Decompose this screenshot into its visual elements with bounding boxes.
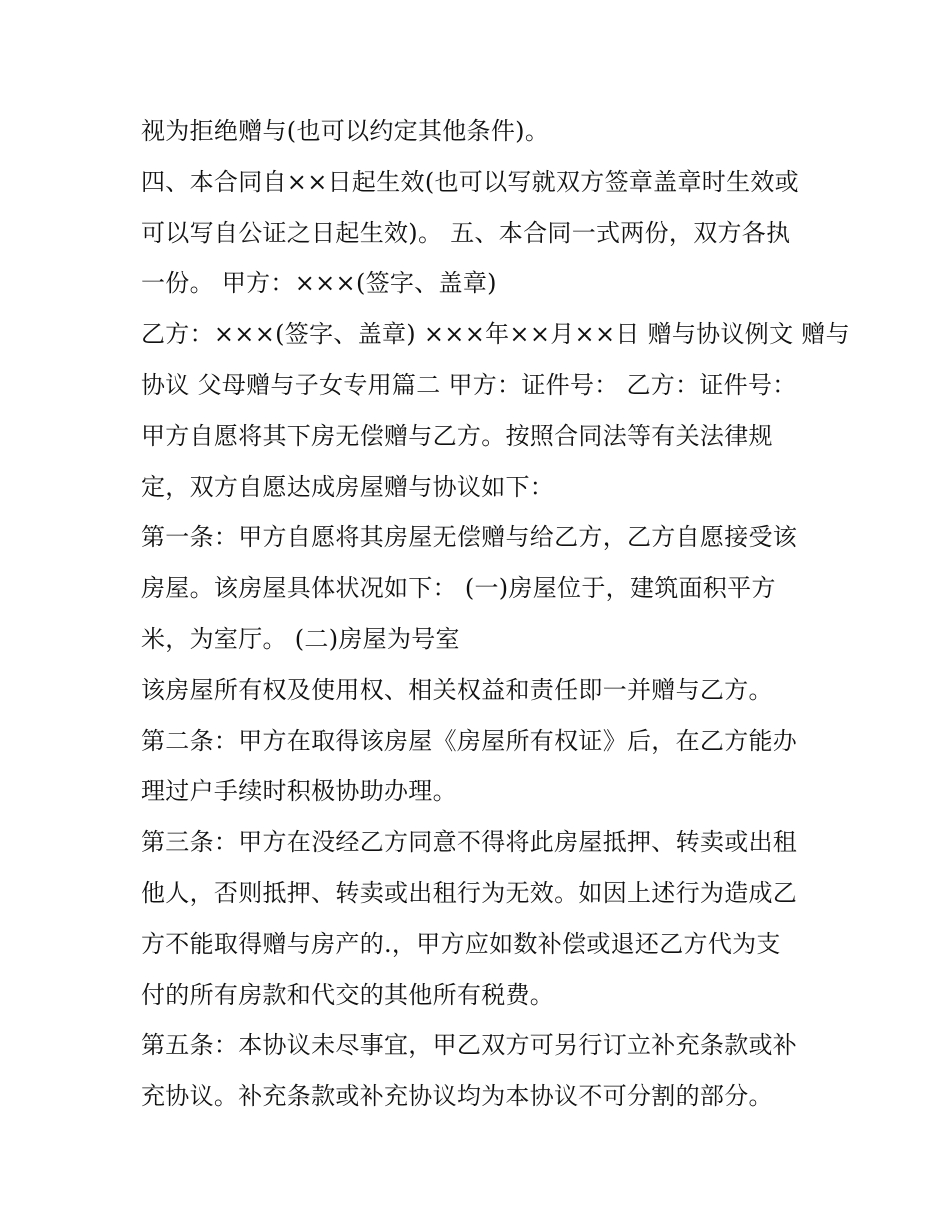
text-line: 该房屋所有权及使用权、相关权益和责任即一并赠与乙方。	[141, 675, 773, 704]
text-line: 充协议。补充条款或补充协议均为本协议不可分割的部分。	[141, 1082, 773, 1111]
text-line: 协议 父母赠与子女专用篇二 甲方：证件号： 乙方：证件号：	[141, 370, 797, 399]
text-line: 可以写自公证之日起生效)。 五、本合同一式两份，双方各执	[141, 218, 791, 247]
text-line: 一份。 甲方：×××(签字、盖章)	[141, 269, 497, 298]
text-line: 房屋。该房屋具体状况如下： (一)房屋位于，建筑面积平方	[141, 574, 776, 603]
text-line: 四、本合同自××日起生效(也可以写就双方签章盖章时生效或	[141, 167, 799, 196]
text-line: 他人，否则抵押、转卖或出租行为无效。如因上述行为造成乙	[141, 878, 798, 907]
text-line: 定，双方自愿达成房屋赠与协议如下：	[141, 472, 555, 501]
text-line: 第三条：甲方在没经乙方同意不得将此房屋抵押、转卖或出租	[141, 828, 798, 857]
text-line: 米，为室厅。 (二)房屋为号室	[141, 624, 460, 653]
text-line: 乙方：×××(签字、盖章) ×××年××月××日 赠与协议例文 赠与	[141, 320, 850, 349]
text-line: 甲方自愿将其下房无偿赠与乙方。按照合同法等有关法律规	[141, 421, 773, 450]
text-line: 第一条：甲方自愿将其房屋无偿赠与给乙方，乙方自愿接受该	[141, 523, 798, 552]
document-body	[141, 106, 850, 1122]
text-line: 第二条：甲方在取得该房屋《房屋所有权证》后，在乙方能办	[141, 726, 798, 755]
text-line: 第五条：本协议未尽事宜，甲乙双方可另行订立补充条款或补	[141, 1031, 798, 1060]
text-line: 方不能取得赠与房产的.，甲方应如数补偿或退还乙方代为支	[141, 929, 781, 958]
text-line: 付的所有房款和代交的其他所有税费。	[141, 980, 555, 1009]
text-line: 视为拒绝赠与(也可以约定其他条件)。	[141, 117, 550, 145]
text-line: 理过户手续时积极协助办理。	[141, 777, 457, 806]
